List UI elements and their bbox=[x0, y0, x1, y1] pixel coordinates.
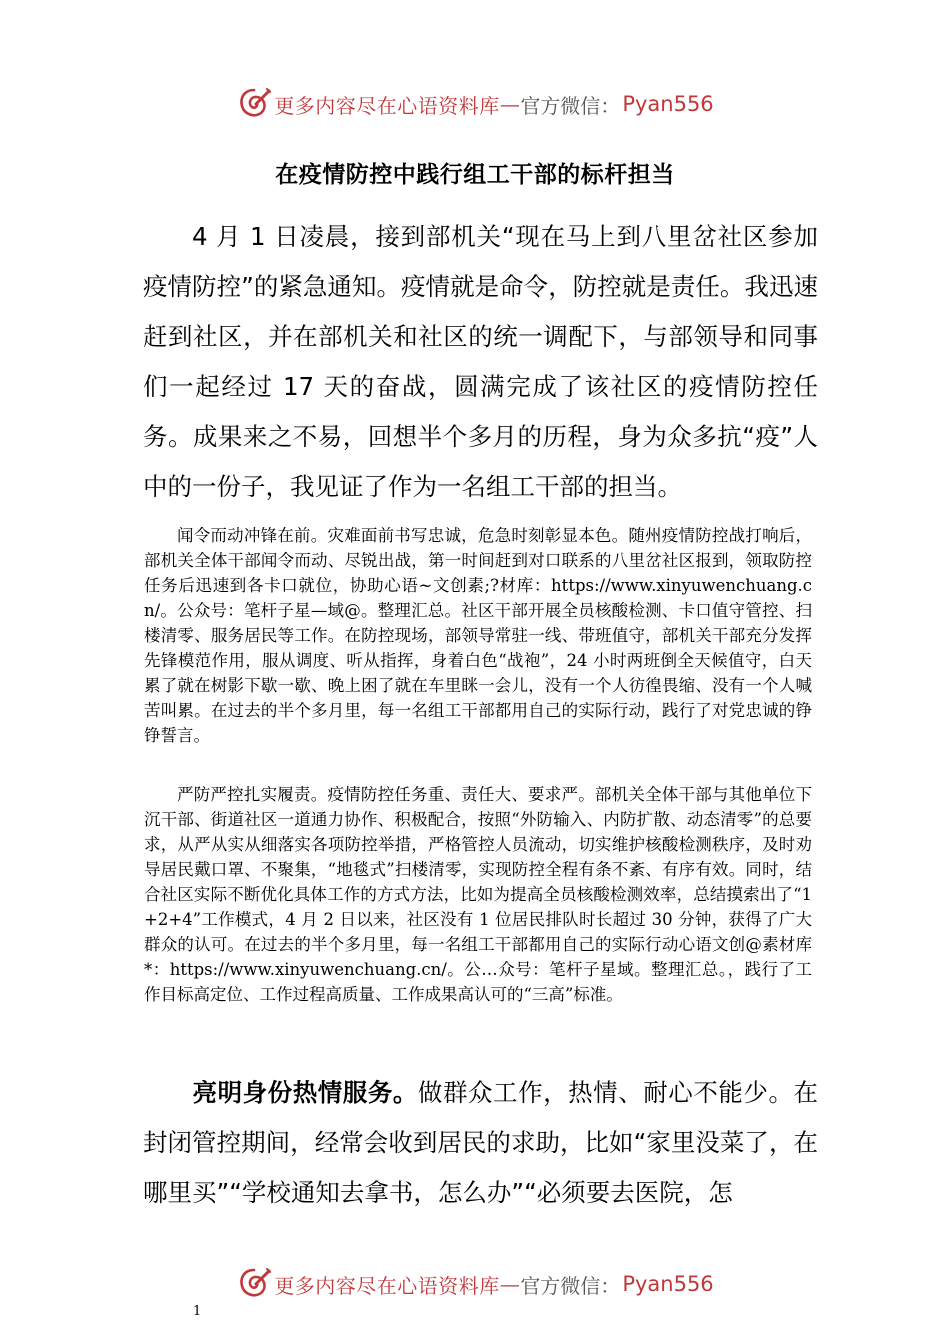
spiral-pen-logo-icon bbox=[236, 86, 272, 122]
banner-wechat-id: Pyan556 bbox=[622, 1272, 714, 1296]
banner-separator: — bbox=[499, 1272, 521, 1296]
spiral-pen-logo-icon bbox=[236, 1266, 272, 1302]
banner-text: 更多内容尽在心语资料库 bbox=[274, 93, 500, 118]
paragraph-service-lead: 亮明身份热情服务。 bbox=[192, 1078, 418, 1107]
header-banner bbox=[0, 84, 950, 124]
paragraph-service bbox=[143, 1068, 818, 1218]
banner-wechat-id: Pyan556 bbox=[622, 92, 714, 116]
paragraph-service-text: 做群众工作，热情、耐心不能少。在封闭管控期间，经常会收到居民的求助，比如“家里没菜了，在哪里买”“学校通知去拿书，怎么办”“必须要去医院，怎 bbox=[143, 1078, 819, 1207]
banner-separator: — bbox=[499, 92, 521, 116]
paragraph-prevention: 严防严控扎实履责。疫情防控任务重、责任大、要求严。部机关全体干部与其他单位下沉干部、街道社区一道通力协作、积极配合，按照“外防输入、内防扩散、动态清零”的总要求，从严从实从细落实各项防控举措，严格管控人员流动，切实维护核酸检测秩序，及时劝导居民戴口罩、不聚集，“地毯式”扫楼清零，实现防控全程有条不紊、有序有效。同时，结合社区实际不断优化具体工作的方式方法，比如为提高全员核酸检测效率，总结摸索出了“1+2+4”工作模式，4 月 2 日以来，社区没有 1 位居民排队时长超过 30 分钟，获得了广大群众的认可。在过去的半个多月里，每一名组工干部都用自己的实际行动心语文创@素材库*：https://www.xinyuwenchuang.cn/。公…众号：笔杆子星域。整理汇总。，践行了工作目标高定位、工作过程高质量、工作成果高认可的“三高”标准。 bbox=[144, 785, 812, 1004]
banner-wechat-label: 官方微信： bbox=[520, 1273, 621, 1298]
footer-banner bbox=[0, 1264, 950, 1304]
paragraph-duty: 闻令而动冲锋在前。灾难面前书写忠诚，危急时刻彰显本色。随州疫情防控战打响后，部机关全体干部闻令而动、尽锐出战，第一时间赶到对口联系的八里岔社区报到，领取防控任务后迅速到各卡口就位，协助心语~文创素;?材库：https://www.xinyuwenchuang.cn/。公众号：笔杆子星—域@。整理汇总。社区干部开展全员核酸检测、卡口值守管控、扫楼清零、服务居民等工作。在防控现场，部领导常驻一线、带班值守，部机关干部充分发挥先锋模范作用，服从调度、听从指挥，身着白色“战袍”，24 小时两班倒全天候值守，白天累了就在树影下歇一歇、晚上困了就在车里眯一会儿，没有一个人彷徨畏缩、没有一个人喊苦叫累。在过去的半个多月里，每一名组工干部都用自己的实际行动，践行了对党忠诚的铮铮誓言。 bbox=[144, 526, 812, 745]
page-title: 在疫情防控中践行组工干部的标杆担当 bbox=[275, 162, 675, 188]
banner-wechat-label: 官方微信： bbox=[520, 93, 621, 118]
paragraph-intro-text: 4 月 1 日凌晨，接到部机关“现在马上到八里岔社区参加疫情防控”的紧急通知。疫情就是命令，防控就是责任。我迅速赶到社区，并在部机关和社区的统一调配下，与部领导和同事们一起经过 17 天的奋战，圆满完成了该社区的疫情防控任务。成果来之不易，回想半个多月的历程，身为众多抗“疫”人中的一份子，我见证了作为一名组工干部的担当。 bbox=[143, 222, 818, 501]
banner-text: 更多内容尽在心语资料库 bbox=[274, 1273, 500, 1298]
page-number: 1 bbox=[193, 1304, 202, 1319]
paragraph-intro bbox=[143, 212, 818, 512]
